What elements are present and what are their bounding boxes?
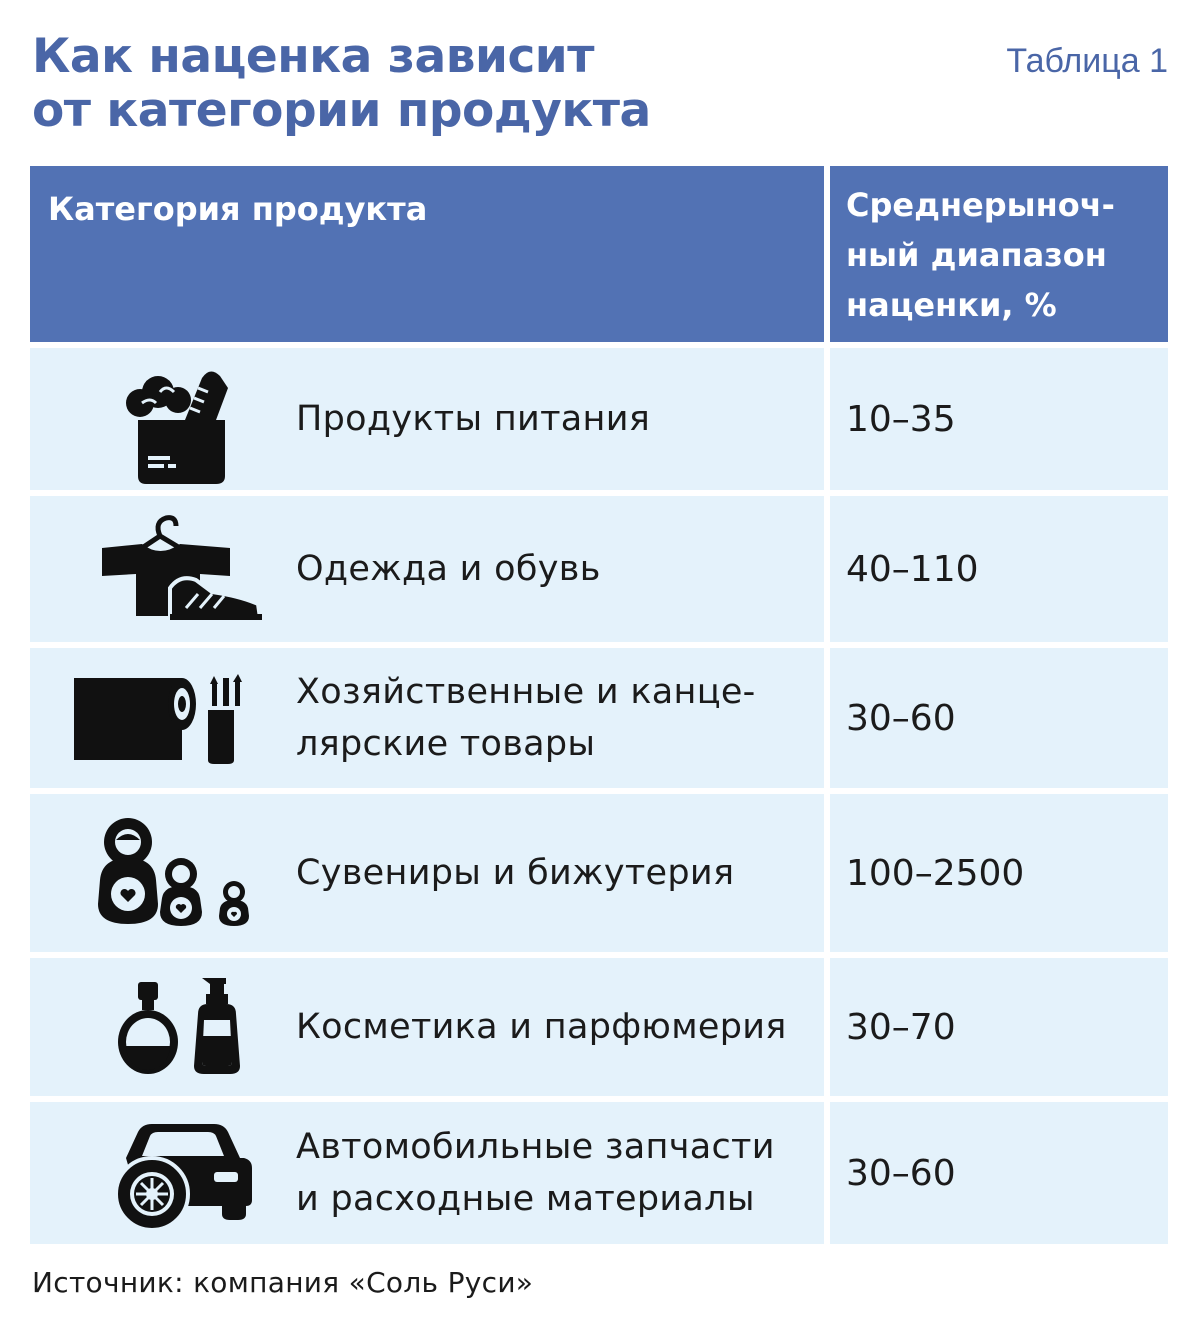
perfume-bottles-icon [30,958,280,1096]
title-line-2: от категории продукта [32,83,651,138]
row-label: Сувениры и бижутерия [296,853,735,893]
table-row [30,648,1168,788]
row-range: 40–110 [830,496,1168,642]
toilet-paper-pencil-cup-icon [30,648,280,788]
header-range [830,166,1168,342]
header-category: Категория продукта [30,166,824,342]
row-label: Автомобильные запчасти и расходные материалы [296,1127,775,1219]
row-category-cell [30,648,824,788]
grocery-bag-icon [30,348,280,490]
row-range: 30–60 [830,648,1168,788]
table-row [30,958,1168,1096]
source-note: Источник: компания «Соль Руси» [32,1266,534,1299]
row-label: Продукты питания [296,399,651,439]
table-row [30,1102,1168,1244]
row-range: 10–35 [830,348,1168,490]
table-row [30,496,1168,642]
row-category-cell [30,794,824,952]
row-range: 100–2500 [830,794,1168,952]
title-line-1: Как наценка зависит [32,29,594,84]
clothes-shoe-icon [30,496,280,642]
row-category-cell [30,1102,824,1244]
row-label: Косметика и парфюмерия [296,1007,787,1047]
row-range: 30–70 [830,958,1168,1096]
row-category-cell [30,958,824,1096]
table-number-label: Таблица 1 [1006,42,1168,80]
table-row [30,348,1168,490]
row-category-cell [30,348,824,490]
row-label: Хозяйственные и канце- лярские товары [296,672,756,764]
table-row [30,794,1168,952]
header-range-line-2: ный диапазон [846,236,1107,274]
header-range-line-1: Среднерыноч- [846,186,1115,224]
car-wheel-icon [30,1102,280,1244]
row-label: Одежда и обувь [296,549,601,589]
markup-table [30,166,1168,1244]
page-title [32,30,651,138]
header-range-line-3: наценки, % [846,286,1057,324]
matryoshka-icon [30,794,280,952]
row-category-cell [30,496,824,642]
row-range: 30–60 [830,1102,1168,1244]
table-header [30,166,1168,342]
